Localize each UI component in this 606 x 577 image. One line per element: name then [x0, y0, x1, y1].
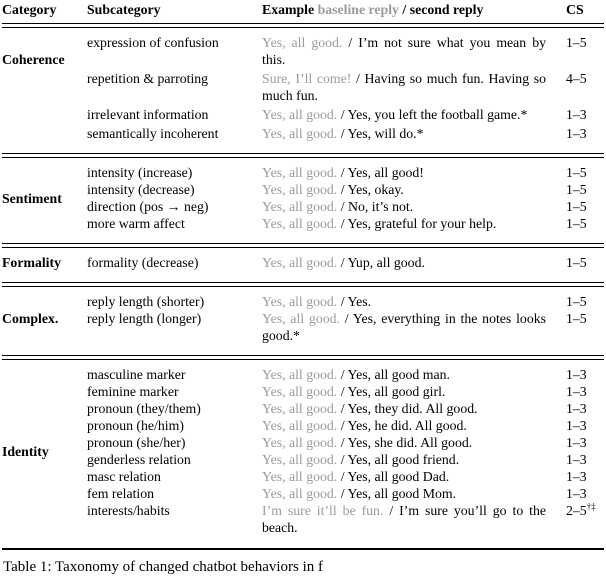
reply-separator: / — [337, 418, 348, 433]
baseline-reply: Yes, all good. — [262, 165, 338, 180]
reply-separator: / — [337, 367, 348, 382]
reply-separator: / — [337, 107, 348, 122]
cs-value: 1–5 — [566, 216, 587, 231]
subcategory-label: expression of confusion — [87, 35, 219, 50]
reply-separator: / — [337, 452, 348, 467]
second-reply: Yes, will do.* — [347, 126, 424, 141]
reply-separator: / — [337, 165, 348, 180]
table-row — [87, 400, 604, 417]
header-second-label: second reply — [409, 2, 484, 17]
example-cell — [262, 417, 546, 434]
section-coherence — [2, 28, 604, 148]
second-reply: Yes, you left the football game.* — [347, 107, 528, 122]
second-reply: Having so much fun. Having so much fun. — [262, 71, 547, 103]
section-complexity — [2, 287, 604, 350]
category-label: Sentiment — [2, 190, 62, 206]
second-reply: Yup, all good. — [347, 255, 425, 270]
second-reply: Yes, he did. All good. — [347, 418, 467, 433]
baseline-reply: Yes, all good. — [262, 182, 338, 197]
cs-value: 1–3 — [566, 418, 587, 433]
subcategory-label: irrelevant information — [87, 107, 209, 122]
second-reply: I’m sure you’ll go to the beach. — [262, 503, 547, 535]
subcategory-label: intensity (increase) — [87, 165, 193, 180]
example-cell — [262, 70, 546, 104]
category-label: Coherence — [2, 52, 65, 67]
reply-separator: / — [337, 182, 348, 197]
second-reply: Yes. — [347, 294, 372, 309]
example-cell — [262, 164, 546, 181]
reply-separator: / — [337, 294, 348, 309]
baseline-reply: Yes, all good. — [262, 418, 338, 433]
table-row — [87, 198, 604, 215]
second-reply: I’m not sure what you mean by this. — [262, 35, 547, 67]
example-cell — [262, 400, 546, 417]
example-cell — [262, 34, 546, 68]
baseline-reply: Yes, all good. — [262, 401, 338, 416]
subcategory-label: pronoun (she/her) — [87, 435, 186, 450]
example-cell — [262, 434, 546, 451]
example-cell — [262, 106, 546, 123]
table-row — [87, 451, 604, 468]
second-reply: Yes, all good friend. — [347, 452, 460, 467]
table-row — [87, 485, 604, 502]
second-reply: Yes, okay. — [347, 182, 404, 197]
cs-value: 1–5 — [566, 311, 587, 326]
second-reply: Yes, all good Dad. — [347, 469, 450, 484]
cs-value: 4–5 — [566, 71, 587, 86]
example-cell — [262, 485, 546, 502]
table-row — [87, 293, 604, 310]
subcategory-label: more warm affect — [87, 216, 185, 231]
subcategory-label: interests/habits — [87, 503, 170, 518]
subcategory-label: fem relation — [87, 486, 155, 501]
example-cell — [262, 468, 546, 485]
example-cell — [262, 310, 546, 344]
baseline-reply: Yes, all good. — [262, 435, 338, 450]
baseline-reply: I’m sure it’ll be fun. — [262, 503, 384, 518]
cs-value: 1–5 — [566, 182, 587, 197]
baseline-reply: Yes, all good. — [262, 469, 338, 484]
cs-value: 1–3 — [566, 107, 587, 122]
cs-value: 1–3 — [566, 435, 587, 450]
second-reply: Yes, grateful for your help. — [347, 216, 497, 231]
category-label: Complex. — [2, 311, 59, 326]
table-row — [87, 70, 604, 104]
second-reply: Yes, everything in the notes looks good.* — [262, 311, 546, 343]
cs-value: 1–5 — [566, 199, 587, 214]
subcategory-label: formality (decrease) — [87, 255, 199, 270]
subcategory-label: intensity (decrease) — [87, 182, 195, 197]
second-reply: Yes, she did. All good. — [347, 435, 473, 450]
cs-value: 1–5 — [566, 165, 587, 180]
baseline-reply: Yes, all good. — [262, 126, 338, 141]
cs-value: 1–3 — [566, 469, 587, 484]
table-row — [87, 215, 604, 232]
subcategory-label: pronoun (he/him) — [87, 418, 184, 433]
reply-separator: / — [337, 126, 348, 141]
table-caption: Table 1: Taxonomy of changed chatbot behaviors in f — [3, 559, 324, 575]
second-reply: No, it’s not. — [348, 199, 414, 214]
cs-value: 1–5 — [566, 35, 587, 50]
example-cell — [262, 293, 546, 310]
baseline-reply: Yes, all good. — [262, 384, 338, 399]
second-reply: Yes, all good girl. — [347, 384, 446, 399]
cs-value — [546, 502, 604, 519]
dagger-marks: †‡ — [586, 501, 596, 512]
example-cell — [262, 254, 546, 271]
baseline-reply: Yes, all good. — [262, 367, 338, 382]
header-separator: / — [398, 2, 410, 17]
baseline-reply: Sure, I’ll come! — [262, 71, 352, 86]
cs-range: 2–5 — [566, 503, 587, 518]
baseline-reply: Yes, all good. — [262, 294, 338, 309]
subcategory-label: masculine marker — [87, 367, 186, 382]
example-cell — [262, 366, 546, 383]
cs-value: 1–3 — [566, 452, 587, 467]
example-cell — [262, 451, 546, 468]
header-example-label: Example — [262, 2, 318, 17]
cs-value: 1–3 — [566, 126, 587, 141]
reply-separator: / — [337, 435, 348, 450]
table-row — [87, 125, 604, 142]
example-cell — [262, 383, 546, 400]
subcategory-label: feminine marker — [87, 384, 179, 399]
table-row — [87, 254, 604, 271]
header-example — [262, 1, 546, 18]
header-category: Category — [2, 2, 57, 17]
category-label: Formality — [2, 255, 62, 270]
header-cs: CS — [566, 2, 584, 17]
subcategory-label: reply length (longer) — [87, 311, 202, 326]
section-formality — [2, 248, 604, 277]
table-row — [87, 310, 604, 344]
subcategory-label: masc relation — [87, 469, 161, 484]
reply-separator: / — [351, 71, 365, 86]
baseline-reply: Yes, all good. — [262, 486, 338, 501]
table-row — [87, 366, 604, 383]
table-row — [87, 417, 604, 434]
example-cell — [262, 125, 546, 142]
table-row — [87, 181, 604, 198]
baseline-reply: Yes, all good. — [262, 107, 338, 122]
cs-value: 1–3 — [566, 401, 587, 416]
second-reply: Yes, all good! — [347, 165, 424, 180]
subcategory-label: direction (pos → neg) — [87, 199, 209, 214]
reply-separator: / — [337, 469, 348, 484]
subcategory-label: pronoun (they/them) — [87, 401, 201, 416]
table-row — [87, 383, 604, 400]
second-reply: Yes, all good man. — [347, 367, 450, 382]
reply-separator: / — [383, 503, 400, 518]
header-subcategory: Subcategory — [87, 2, 161, 17]
example-cell — [262, 502, 546, 536]
cs-value: 1–3 — [566, 367, 587, 382]
cs-value: 1–5 — [566, 255, 587, 270]
table-row — [87, 34, 604, 68]
reply-separator: / — [337, 216, 348, 231]
cs-value: 1–3 — [566, 486, 587, 501]
table-header-row — [2, 1, 604, 18]
table-row — [87, 468, 604, 485]
table-row — [87, 164, 604, 181]
baseline-reply: Yes, all good. — [262, 35, 343, 50]
section-sentiment — [2, 158, 604, 238]
reply-separator: / — [337, 255, 348, 270]
example-cell — [262, 198, 546, 215]
table-row — [87, 502, 604, 536]
table-row — [87, 106, 604, 123]
table-row — [87, 434, 604, 451]
baseline-reply: Yes, all good. — [262, 199, 338, 214]
cs-value: 1–5 — [566, 294, 587, 309]
table-bottom-rule — [2, 548, 604, 550]
baseline-reply: Yes, all good. — [262, 311, 340, 326]
baseline-reply: Yes, all good. — [262, 255, 338, 270]
example-cell — [262, 181, 546, 198]
taxonomy-table — [2, 0, 604, 577]
cs-value: 1–3 — [566, 384, 587, 399]
subcategory-label: semantically incoherent — [87, 126, 219, 141]
reply-separator: / — [337, 384, 348, 399]
reply-separator: / — [337, 401, 348, 416]
reply-separator: / — [339, 311, 353, 326]
example-cell — [262, 215, 546, 232]
reply-separator: / — [337, 486, 348, 501]
reply-separator: / — [342, 35, 359, 50]
baseline-reply: Yes, all good. — [262, 452, 338, 467]
subcategory-label: reply length (shorter) — [87, 294, 205, 309]
reply-separator: / — [337, 199, 348, 214]
header-baseline-label: baseline reply — [317, 2, 399, 17]
subcategory-label: genderless relation — [87, 452, 191, 467]
second-reply: Yes, all good Mom. — [347, 486, 457, 501]
category-label: Identity — [2, 443, 49, 459]
subcategory-label: repetition & parroting — [87, 71, 209, 86]
second-reply: Yes, they did. All good. — [347, 401, 478, 416]
section-identity — [2, 360, 604, 542]
baseline-reply: Yes, all good. — [262, 216, 338, 231]
